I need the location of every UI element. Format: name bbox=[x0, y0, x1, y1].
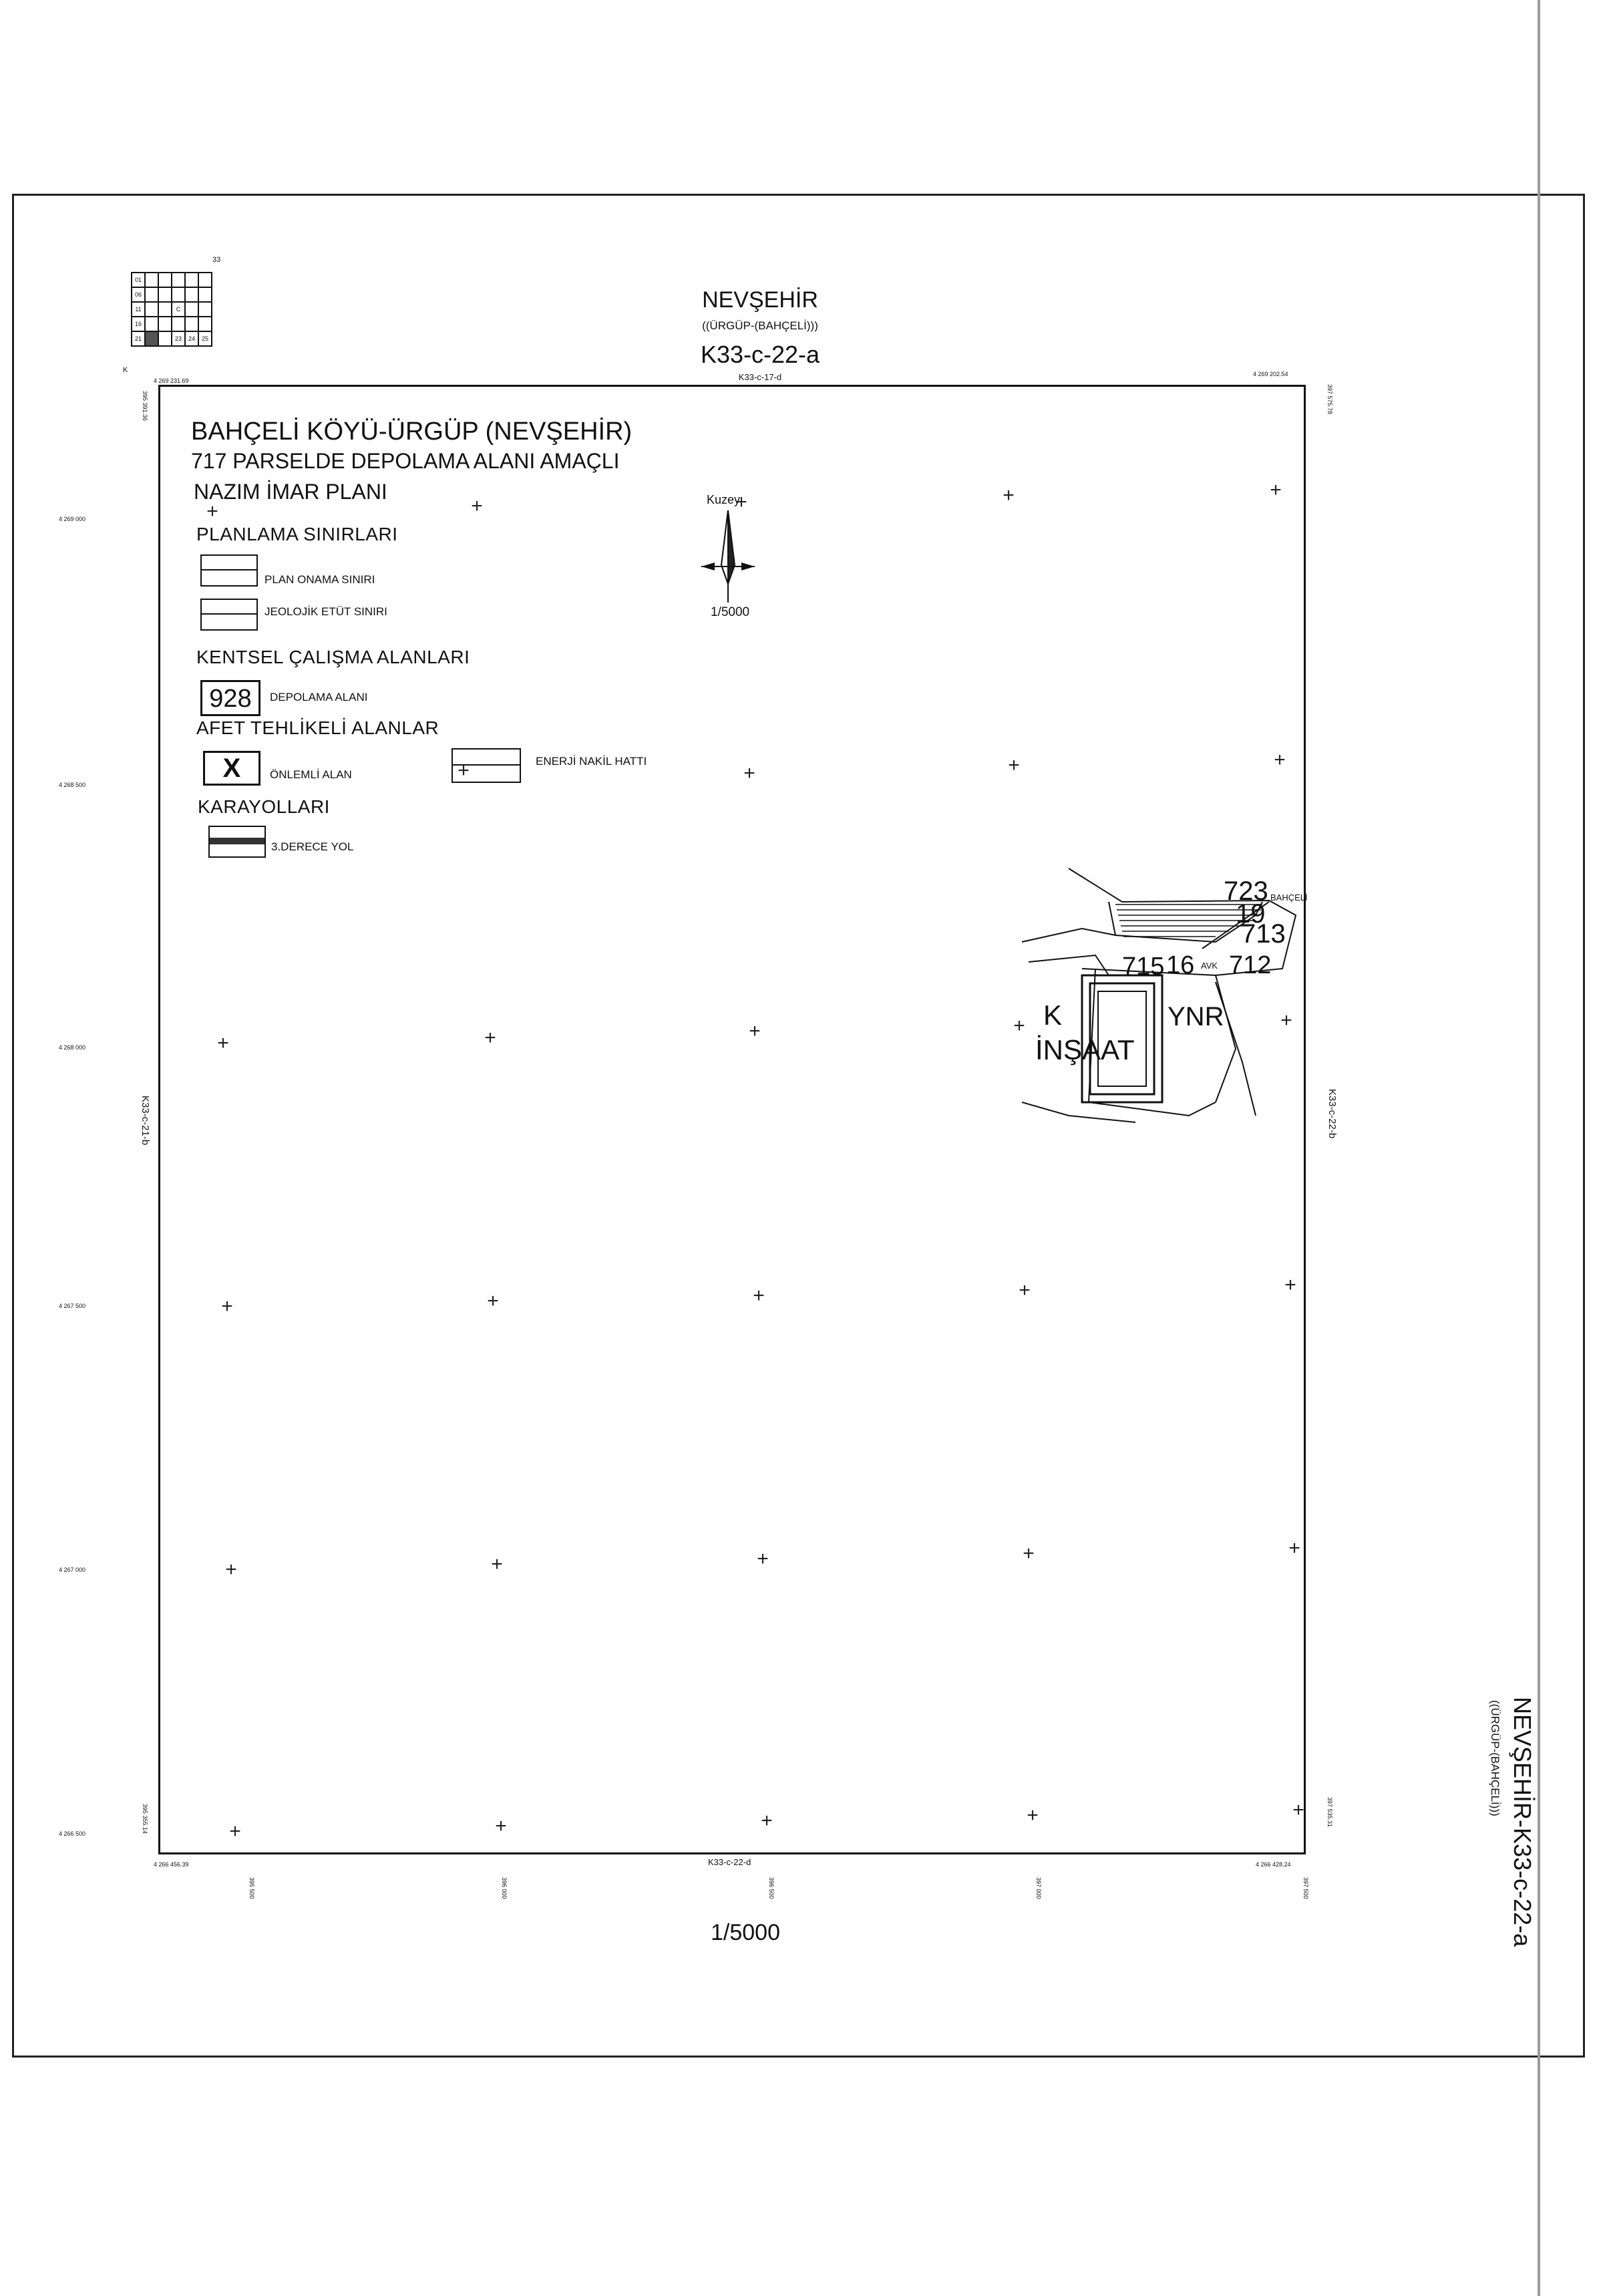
legend-jeolojik-label: JEOLOJİK ETÜT SINIRI bbox=[264, 605, 387, 618]
grid-cross-icon: + bbox=[217, 1032, 229, 1054]
legend-depolama-label: DEPOLAMA ALANI bbox=[270, 691, 368, 703]
north-label: Kuzey bbox=[707, 493, 741, 506]
easting-label: 397 000 bbox=[1035, 1877, 1042, 1899]
company-label-2: İNŞAAT bbox=[1035, 1034, 1135, 1065]
parcel-label: 715 bbox=[1122, 953, 1165, 981]
parcel-label: 19 bbox=[1236, 899, 1266, 929]
grid-cross-icon: + bbox=[206, 500, 218, 522]
plan-title-line1: BAHÇELİ KÖYÜ-ÜRGÜP (NEVŞEHİR) bbox=[191, 418, 633, 446]
legend-enerji-label: ENERJİ NAKİL HATTI bbox=[536, 755, 647, 768]
index-cell: 11 bbox=[132, 302, 145, 317]
grid-cross-icon: + bbox=[1023, 1542, 1035, 1565]
side-title: NEVŞEHİR-K33-c-22-a bbox=[1509, 1697, 1536, 1947]
index-cell: 23 bbox=[172, 331, 185, 346]
header-district: ((ÜRGÜP-(BAHÇELİ))) bbox=[702, 319, 818, 332]
grid-cross-icon: + bbox=[761, 1810, 773, 1832]
legend-afet-title: AFET TEHLİKELİ ALANLAR bbox=[196, 717, 439, 738]
easting-label: 396 000 bbox=[501, 1877, 508, 1899]
plan-title-line3: NAZIM İMAR PLANI bbox=[194, 480, 387, 504]
easting-label: 395 500 bbox=[248, 1877, 255, 1899]
legend-plan-onama-swatch bbox=[200, 554, 258, 587]
grid-cross-icon: + bbox=[491, 1553, 503, 1575]
coord-right-top-x: 397 575.78 bbox=[1326, 384, 1333, 415]
grid-cross-icon: + bbox=[1270, 479, 1282, 501]
sheet-east-label: K33-c-22-b bbox=[1326, 1089, 1338, 1139]
legend-kentsel-title: KENTSEL ÇALIŞMA ALANLARI bbox=[196, 647, 470, 667]
header-city: NEVŞEHİR bbox=[702, 287, 818, 313]
index-cell: 24 bbox=[185, 331, 198, 346]
grid-cross-icon: + bbox=[743, 762, 755, 784]
legend-yol-label: 3.DERECE YOL bbox=[271, 840, 354, 853]
sheet-south-label: K33-c-22-d bbox=[708, 1857, 751, 1867]
index-grid bbox=[131, 272, 212, 347]
north-scale: 1/5000 bbox=[711, 605, 750, 619]
coord-left-top-x: 395 391.36 bbox=[142, 391, 148, 422]
coord-left-bottom-x: 395 355.14 bbox=[142, 1804, 148, 1834]
grid-cross-icon: + bbox=[1003, 484, 1015, 506]
grid-cross-icon: + bbox=[753, 1285, 765, 1307]
grid-cross-icon: + bbox=[487, 1290, 499, 1312]
grid-cross-icon: + bbox=[229, 1820, 241, 1842]
plan-title-line2: 717 PARSELDE DEPOLAMA ALANI AMAÇLI bbox=[191, 449, 620, 473]
grid-cross-icon: + bbox=[458, 760, 470, 782]
grid-cross-icon: + bbox=[735, 491, 747, 513]
legend-jeolojik-swatch bbox=[200, 599, 258, 631]
index-grid-corner-label: K bbox=[123, 366, 128, 374]
legend-plan-onama-label: PLAN ONAMA SINIRI bbox=[264, 573, 375, 586]
northing-label: 4 268 000 bbox=[59, 1044, 86, 1051]
grid-cross-icon: + bbox=[221, 1295, 233, 1317]
village-label: BAHÇELİ bbox=[1270, 892, 1308, 903]
grid-cross-icon: + bbox=[757, 1548, 769, 1570]
northing-label: 4 266 500 bbox=[59, 1830, 86, 1837]
grid-cross-icon: + bbox=[495, 1815, 507, 1837]
index-cell: 06 bbox=[132, 287, 145, 302]
grid-cross-icon: + bbox=[749, 1020, 761, 1042]
index-cell: 21 bbox=[132, 331, 145, 346]
index-cell: 16 bbox=[132, 317, 145, 331]
legend-onlemli-label: ÖNLEMLİ ALAN bbox=[270, 768, 352, 781]
legend-yol-swatch bbox=[208, 826, 266, 858]
index-cell: 01 bbox=[132, 273, 145, 287]
grid-cross-icon: + bbox=[1288, 1537, 1300, 1559]
parcel-label: 723 bbox=[1224, 876, 1268, 906]
north-arrow-icon bbox=[695, 505, 761, 605]
grid-cross-icon: + bbox=[1292, 1799, 1304, 1821]
grid-cross-icon: + bbox=[1284, 1274, 1296, 1296]
index-grid-top-label: 33 bbox=[212, 256, 221, 264]
grid-cross-icon: + bbox=[1280, 1009, 1292, 1031]
easting-label: 396 500 bbox=[768, 1877, 775, 1899]
company-label-3: YNR bbox=[1168, 1002, 1224, 1031]
legend-onlemli-swatch: X bbox=[203, 751, 260, 786]
grid-cross-icon: + bbox=[471, 495, 483, 517]
parcel-label: 713 bbox=[1241, 919, 1286, 949]
bottom-scale: 1/5000 bbox=[711, 1920, 780, 1945]
header-sheet: K33-c-22-a bbox=[700, 341, 820, 368]
legend-karayollari-title: KARAYOLLARI bbox=[198, 796, 330, 817]
grid-cross-icon: + bbox=[225, 1559, 237, 1581]
grid-cross-icon: + bbox=[1274, 749, 1286, 771]
grid-cross-icon: + bbox=[1019, 1279, 1031, 1301]
sheet-west-label: K33-c-21-b bbox=[140, 1096, 151, 1146]
northing-label: 4 269 000 bbox=[59, 516, 86, 522]
grid-cross-icon: + bbox=[1027, 1804, 1039, 1826]
scan-fold-line bbox=[1538, 0, 1540, 2296]
grid-cross-icon: + bbox=[1008, 754, 1020, 776]
coord-top-left: 4 269 231.69 bbox=[154, 377, 189, 384]
legend-jeolojik-line bbox=[200, 613, 258, 615]
coord-right-bottom-x: 397 535.31 bbox=[1326, 1797, 1333, 1828]
small-word-label: AVK bbox=[1201, 961, 1218, 971]
coord-bottom-left: 4 266 456.39 bbox=[154, 1861, 189, 1868]
northing-label: 4 268 500 bbox=[59, 782, 86, 788]
northing-label: 4 267 000 bbox=[59, 1567, 86, 1573]
index-cell: 25 bbox=[198, 331, 212, 346]
legend-depolama-code: 928 bbox=[200, 680, 260, 716]
side-subtitle: ((ÜRGÜP-(BAHÇELİ))) bbox=[1489, 1700, 1501, 1816]
grid-cross-icon: + bbox=[1013, 1015, 1025, 1037]
legend-planlama-title: PLANLAMA SINIRLARI bbox=[196, 524, 398, 544]
parcel-label: 712 bbox=[1229, 951, 1272, 979]
index-cell: C bbox=[172, 302, 185, 317]
grid-cross-icon: + bbox=[484, 1027, 496, 1049]
header-sheet-north: K33-c-17-d bbox=[738, 372, 782, 382]
parcel-label: 16 bbox=[1166, 951, 1195, 979]
coord-top-right: 4 269 202.54 bbox=[1253, 371, 1288, 377]
company-label-1: K bbox=[1043, 999, 1063, 1031]
legend-plan-onama-line bbox=[200, 569, 258, 570]
coord-bottom-right: 4 266 428.24 bbox=[1256, 1861, 1291, 1868]
northing-label: 4 267 500 bbox=[59, 1303, 86, 1309]
easting-label: 397 500 bbox=[1302, 1877, 1309, 1899]
